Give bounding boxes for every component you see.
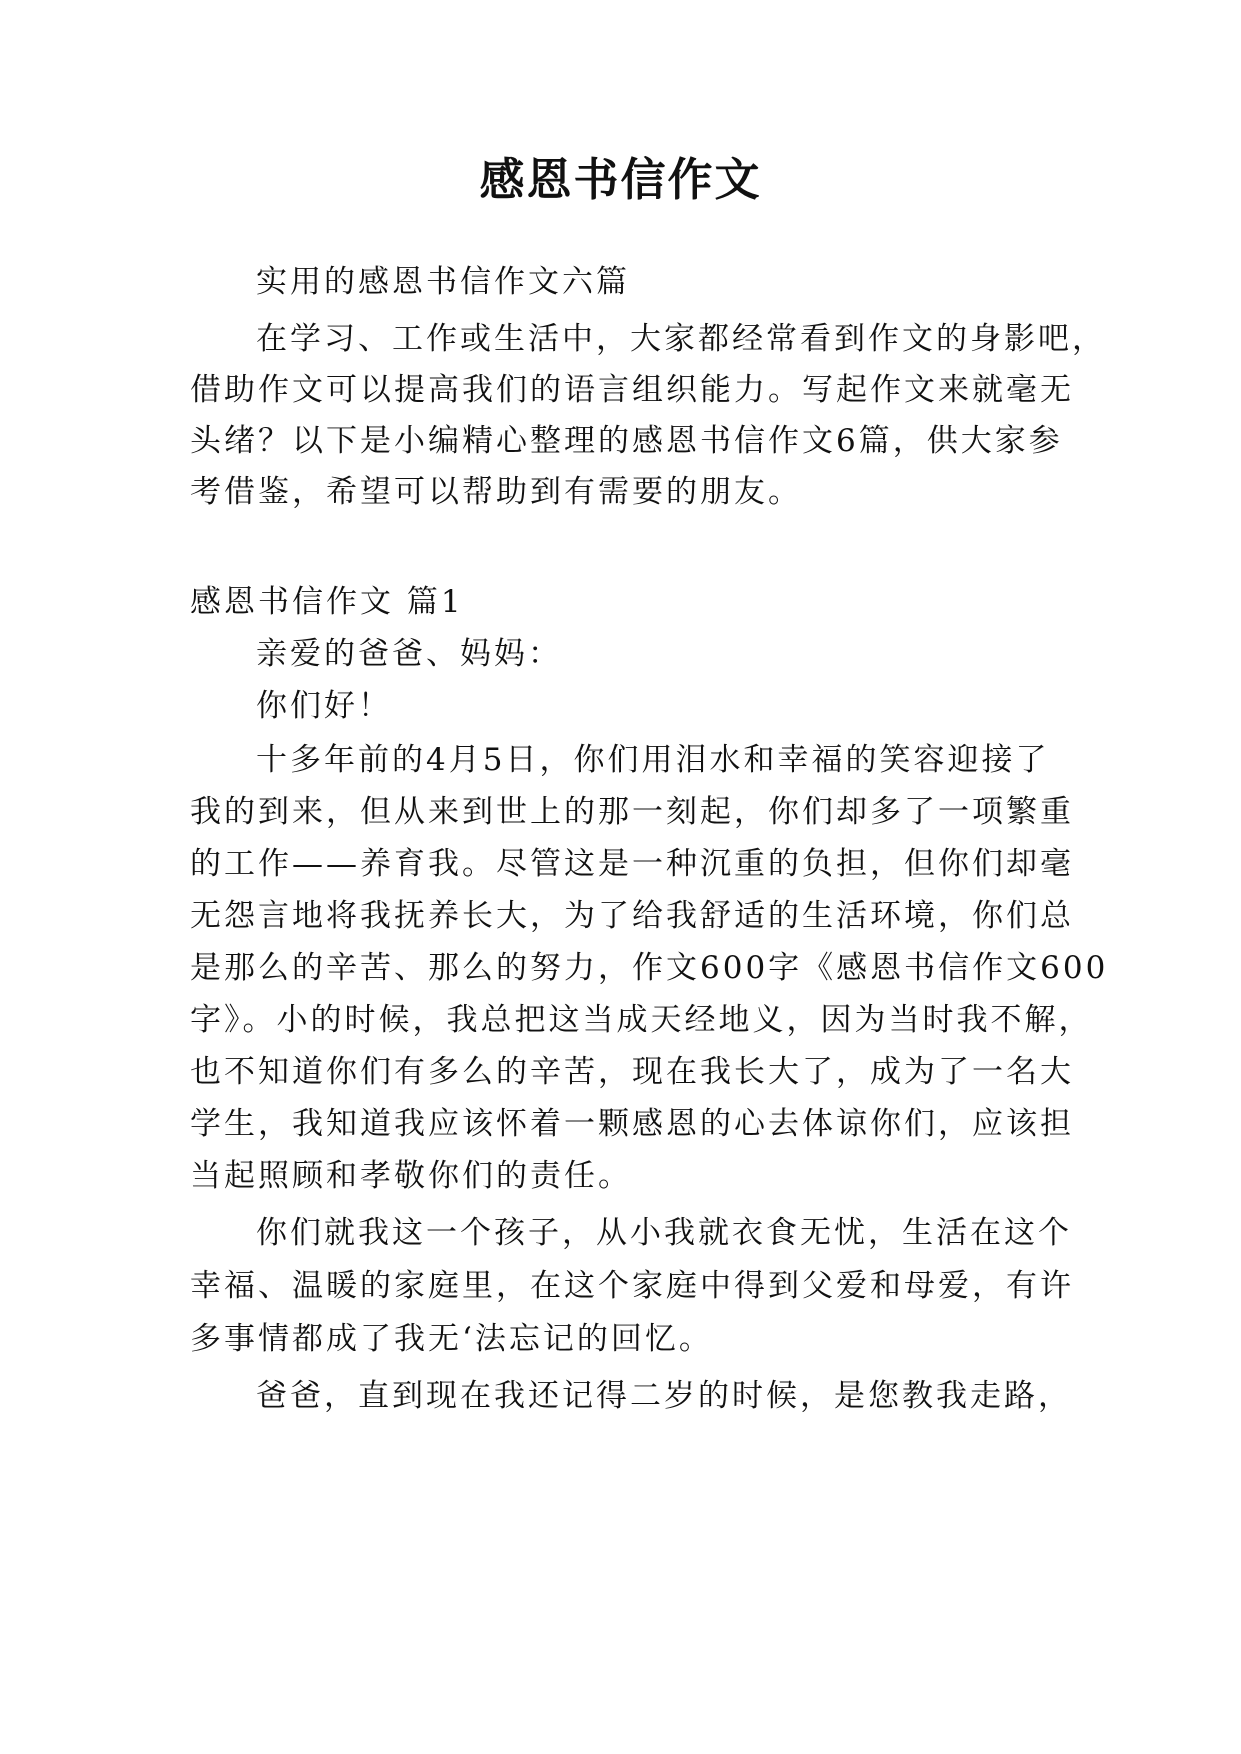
body-line-3: 的工作——养育我。尽管这是一种沉重的负担，但你们却毫: [190, 846, 1074, 882]
body-line-1: 十多年前的4月5日，你们用泪水和幸福的笑容迎接了: [256, 742, 1050, 778]
salutation-line: 亲爱的爸爸、妈妈：: [256, 636, 562, 672]
body-line-12: 多事情都成了我无‘法忘记的回忆。: [190, 1321, 713, 1357]
subtitle-line: 实用的感恩书信作文六篇: [256, 264, 630, 300]
document-title: 感恩书信作文: [479, 153, 762, 206]
intro-line-2: 借助作文可以提高我们的语言组织能力。写起作文来就毫无: [190, 372, 1074, 408]
body-line-9: 当起照顾和孝敬你们的责任。: [190, 1158, 632, 1194]
body-line-7: 也不知道你们有多么的辛苦，现在我长大了，成为了一名大: [190, 1054, 1074, 1090]
body-line-4: 无怨言地将我抚养长大，为了给我舒适的生活环境，你们总: [190, 898, 1074, 934]
intro-line-3: 头绪？以下是小编精心整理的感恩书信作文6篇，供大家参: [190, 423, 1063, 459]
body-line-10: 你们就我这一个孩子，从小我就衣食无忧，生活在这个: [256, 1215, 1072, 1251]
body-line-2: 我的到来，但从来到世上的那一刻起，你们却多了一项繁重: [190, 794, 1074, 830]
body-line-11: 幸福、温暖的家庭里，在这个家庭中得到父爱和母爱，有许: [190, 1268, 1074, 1304]
greeting-line: 你们好！: [256, 688, 392, 724]
body-line-8: 学生，我知道我应该怀着一颗感恩的心去体谅你们，应该担: [190, 1106, 1074, 1142]
intro-line-1: 在学习、工作或生活中，大家都经常看到作文的身影吧，: [256, 321, 1106, 357]
body-line-5: 是那么的辛苦、那么的努力，作文600字《感恩书信作文600: [190, 950, 1109, 986]
intro-line-4: 考借鉴，希望可以帮助到有需要的朋友。: [190, 474, 802, 510]
section-heading: 感恩书信作文 篇1: [190, 584, 464, 620]
body-line-6: 字》。小的时候，我总把这当成天经地义，因为当时我不解，: [190, 1002, 1093, 1038]
body-line-13: 爸爸，直到现在我还记得二岁的时候，是您教我走路，: [256, 1378, 1072, 1414]
